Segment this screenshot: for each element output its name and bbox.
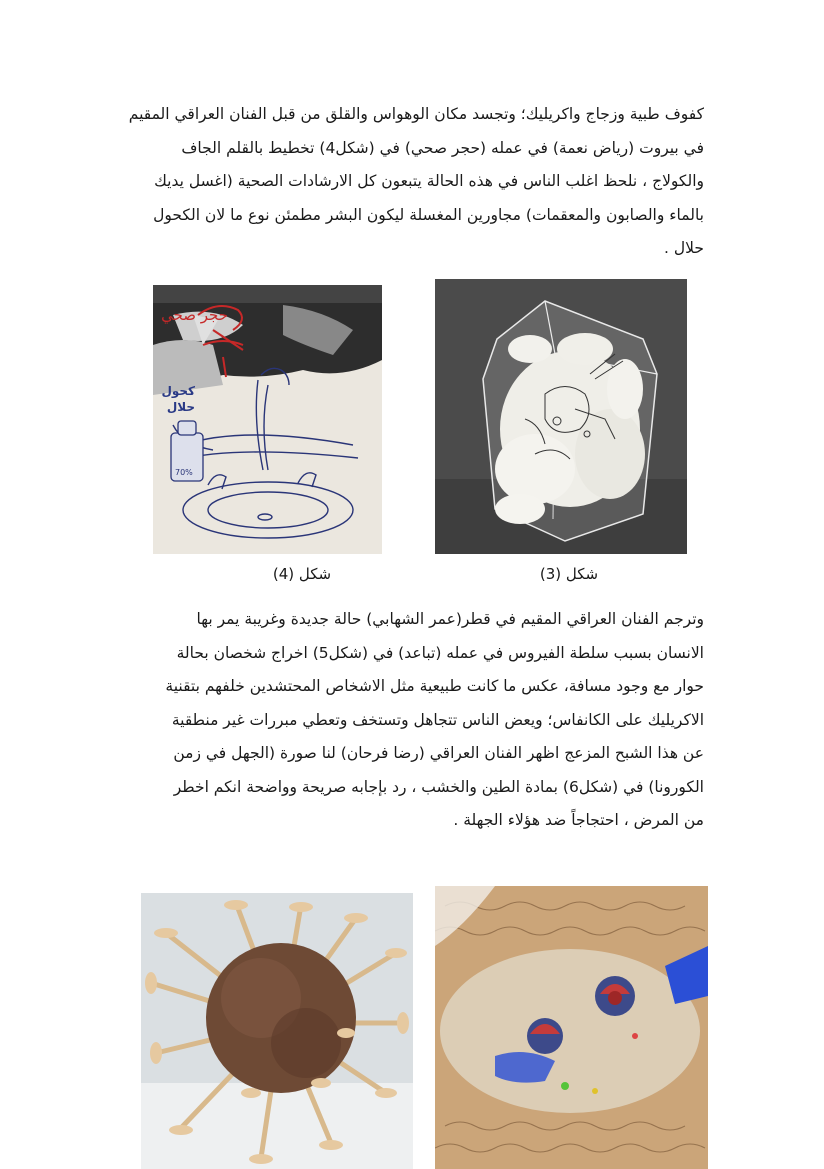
paragraph-1-line-4: بالماء والصابون والمعقمات) مجاورين المغسلة ليكون البشر مطمئن نوع ما لان الكحول	[153, 205, 704, 224]
figure-4-red-label: حجر صحي	[161, 306, 228, 324]
paragraph-2	[118, 603, 704, 838]
paragraph-1	[118, 98, 704, 266]
paragraph-1-line-1: كفوف طبية وزجاج واكريليك؛ وتجسد مكان الوهواس والقلق من قبل الفنان العراقي المقيم	[128, 105, 704, 123]
paragraph-2-line-5: عن هذا الشبح المزعج اظهر الفنان العراقي (رضا فرحان) لنا صورة (الجهل في زمن	[173, 744, 704, 762]
paragraph-2-line-7: من المرض ، احتجاجاً ضد هؤلاء الجهلة .	[453, 811, 704, 829]
figure-5-image	[435, 886, 708, 1169]
figure-6-image	[141, 893, 413, 1169]
figure-3-caption: شكل (3)	[539, 565, 599, 583]
paragraph-1-line-5: حلال .	[664, 239, 704, 257]
paragraph-2-line-3: حوار مع وجود مسافة، عكس ما كانت طبيعية مثل الاشخاص المحتشدين خلفهم بتقنية	[165, 677, 704, 695]
figure-4-blue-label-2: حلال	[166, 400, 195, 414]
figure-4-bottle-label: 70%	[175, 468, 193, 477]
paragraph-2-line-6: الكورونا) في (شكل6) بمادة الطين والخشب ، رد بإجابه صريحة وواضحة انكم اخطر	[173, 777, 704, 796]
paragraph-2-line-1: وترجم الفنان العراقي المقيم في قطر(عمر الشهابي) حالة جديدة وغريبة يمر بها	[196, 610, 704, 628]
figure-4-caption: شكل (4)	[272, 565, 332, 583]
paragraph-2-line-4: الاكريليك على الكانفاس؛ ويعض الناس تتجاهل وتستخف وتعطي مبررات غير منطقية	[171, 710, 704, 729]
paragraph-1-line-2: في بيروت (رياض نعمة) في عمله (حجر صحي) في (شكل4) تخطيط بالقلم الجاف	[181, 138, 704, 157]
figure-4-image	[153, 285, 382, 554]
figure-3-image	[435, 279, 687, 554]
paragraph-2-line-2: الانسان بسبب سلطة الفيروس في عمله (تباعد) في (شكل5) اخراج شخصان بحالة	[176, 643, 704, 662]
paragraph-1-line-3: والكولاج ، نلحظ اغلب الناس في هذه الحالة يتبعون كل الارشادات الصحية (اغسل يديك	[154, 172, 704, 190]
figure-4-blue-label-1: كحول	[161, 384, 195, 398]
